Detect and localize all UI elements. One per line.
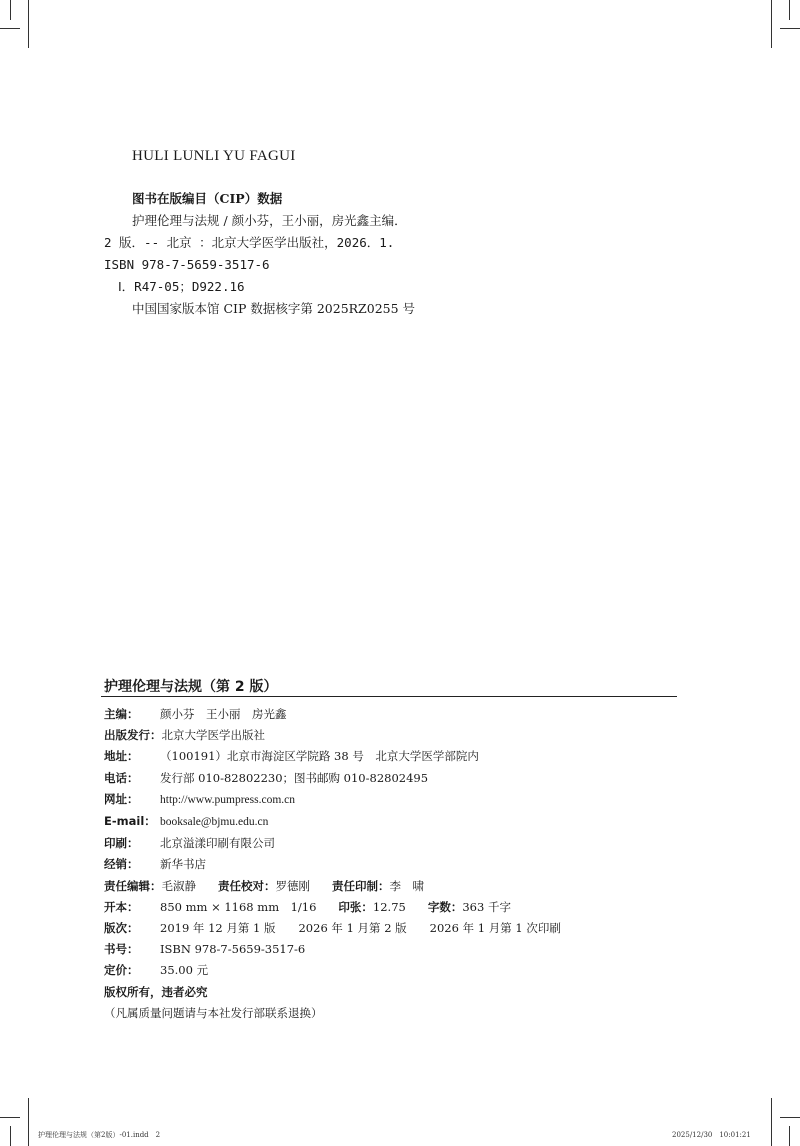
file-timestamp: 2025/12/30 10:01:21 <box>672 1131 751 1139</box>
info-label: 出版发行： <box>104 728 162 743</box>
crop-mark <box>771 0 772 48</box>
info-label: 书号： <box>104 942 139 957</box>
crop-mark <box>28 1098 29 1146</box>
cip-line: Ⅰ．R47-05；D922.16 <box>118 279 245 294</box>
copyright-notice: 版权所有，违者必究 <box>104 984 208 999</box>
info-label: 印张： <box>338 899 373 914</box>
info-value: 新华书店 <box>160 857 206 872</box>
crop-mark <box>0 28 20 29</box>
email-link[interactable]: booksale@bjmu.edu.cn <box>160 816 269 829</box>
info-row-editors <box>104 704 561 725</box>
book-title: 护理伦理与法规（第 2 版） <box>104 679 278 695</box>
info-value: 发行部 010-82802230；图书邮购 010-82802495 <box>160 770 429 785</box>
divider <box>101 696 677 697</box>
cip-line: ISBN 978-7-5659-3517-6 <box>104 257 270 272</box>
info-row-price <box>104 960 561 981</box>
crop-mark <box>789 1126 790 1146</box>
info-value: 35.00 元 <box>160 963 209 978</box>
crop-mark <box>789 0 790 20</box>
info-label: 网址： <box>104 791 139 806</box>
info-label: 主编： <box>104 707 139 721</box>
info-value: 毛淑静 <box>161 878 196 893</box>
info-value: （100191）北京市海淀区学院路 38 号 北京大学医学部院内 <box>160 749 479 764</box>
crop-mark <box>10 0 11 20</box>
info-label: 责任校对： <box>218 878 276 893</box>
crop-mark <box>780 28 800 29</box>
info-value: 2019 年 12 月第 1 版 2026 年 1 月第 2 版 2026 年 1 月第 1 次印刷 <box>160 921 561 936</box>
info-row-address <box>104 746 561 767</box>
info-value: 12.75 <box>372 899 406 914</box>
website-link[interactable]: http://www.pumpress.com.cn <box>160 793 296 806</box>
crop-mark <box>28 0 29 48</box>
info-row-format <box>104 897 561 918</box>
info-value: ISBN 978-7-5659-3517-6 <box>160 942 306 957</box>
cip-line: 2 版．-- 北京 ：北京大学医学出版社，2026．1. <box>104 235 395 250</box>
info-row-responsibility <box>104 876 561 897</box>
info-value: 颜小芬 王小丽 房光鑫 <box>160 707 287 721</box>
info-value: 363 千字 <box>462 899 511 914</box>
info-row-distributor <box>104 854 561 875</box>
file-slug: 护理伦理与法规（第2版）-01.indd 2 <box>38 1131 161 1139</box>
info-label: 定价： <box>104 963 139 978</box>
info-value: 北京大学医学出版社 <box>161 728 265 743</box>
crop-mark <box>771 1098 772 1146</box>
info-row-email <box>104 811 561 833</box>
info-label: 责任印制： <box>332 878 390 893</box>
crop-mark <box>780 1117 800 1118</box>
cip-line: 护理伦理与法规 / 颜小芬，王小丽，房光鑫主编． <box>132 213 407 228</box>
info-label: 地址： <box>104 749 139 764</box>
info-row-edition <box>104 918 561 939</box>
info-value: 李 啸 <box>389 878 424 893</box>
info-row-isbn <box>104 939 561 960</box>
cip-heading: 图书在版编目（CIP）数据 <box>132 191 283 206</box>
info-label: 印刷： <box>104 836 139 851</box>
info-value: 罗德刚 <box>275 878 310 893</box>
info-label: 字数： <box>427 899 463 914</box>
info-value: 850 mm × 1168 mm 1/16 <box>160 899 317 914</box>
info-row-phone <box>104 768 561 789</box>
info-label: 责任编辑： <box>104 878 162 893</box>
info-label: E-mail： <box>104 814 156 829</box>
pinyin-title: HULI LUNLI YU FAGUI <box>132 148 296 164</box>
crop-mark <box>0 1117 20 1118</box>
info-row-printer <box>104 833 561 854</box>
info-row-publisher <box>104 725 561 746</box>
imprint-info <box>104 704 561 1024</box>
info-row-url <box>104 789 561 811</box>
info-label: 经销： <box>104 857 139 872</box>
crop-mark <box>10 1126 11 1146</box>
info-label: 电话： <box>104 770 139 785</box>
return-notice: （凡属质量问题请与本社发行部联系退换） <box>104 1005 323 1020</box>
info-label: 版次： <box>104 921 139 936</box>
info-label: 开本： <box>104 899 139 914</box>
info-value: 北京溢漾印刷有限公司 <box>160 836 275 851</box>
cip-block <box>104 188 415 320</box>
cip-line: 中国国家版本馆 CIP 数据核字第 2025RZ0255 号 <box>132 301 416 316</box>
